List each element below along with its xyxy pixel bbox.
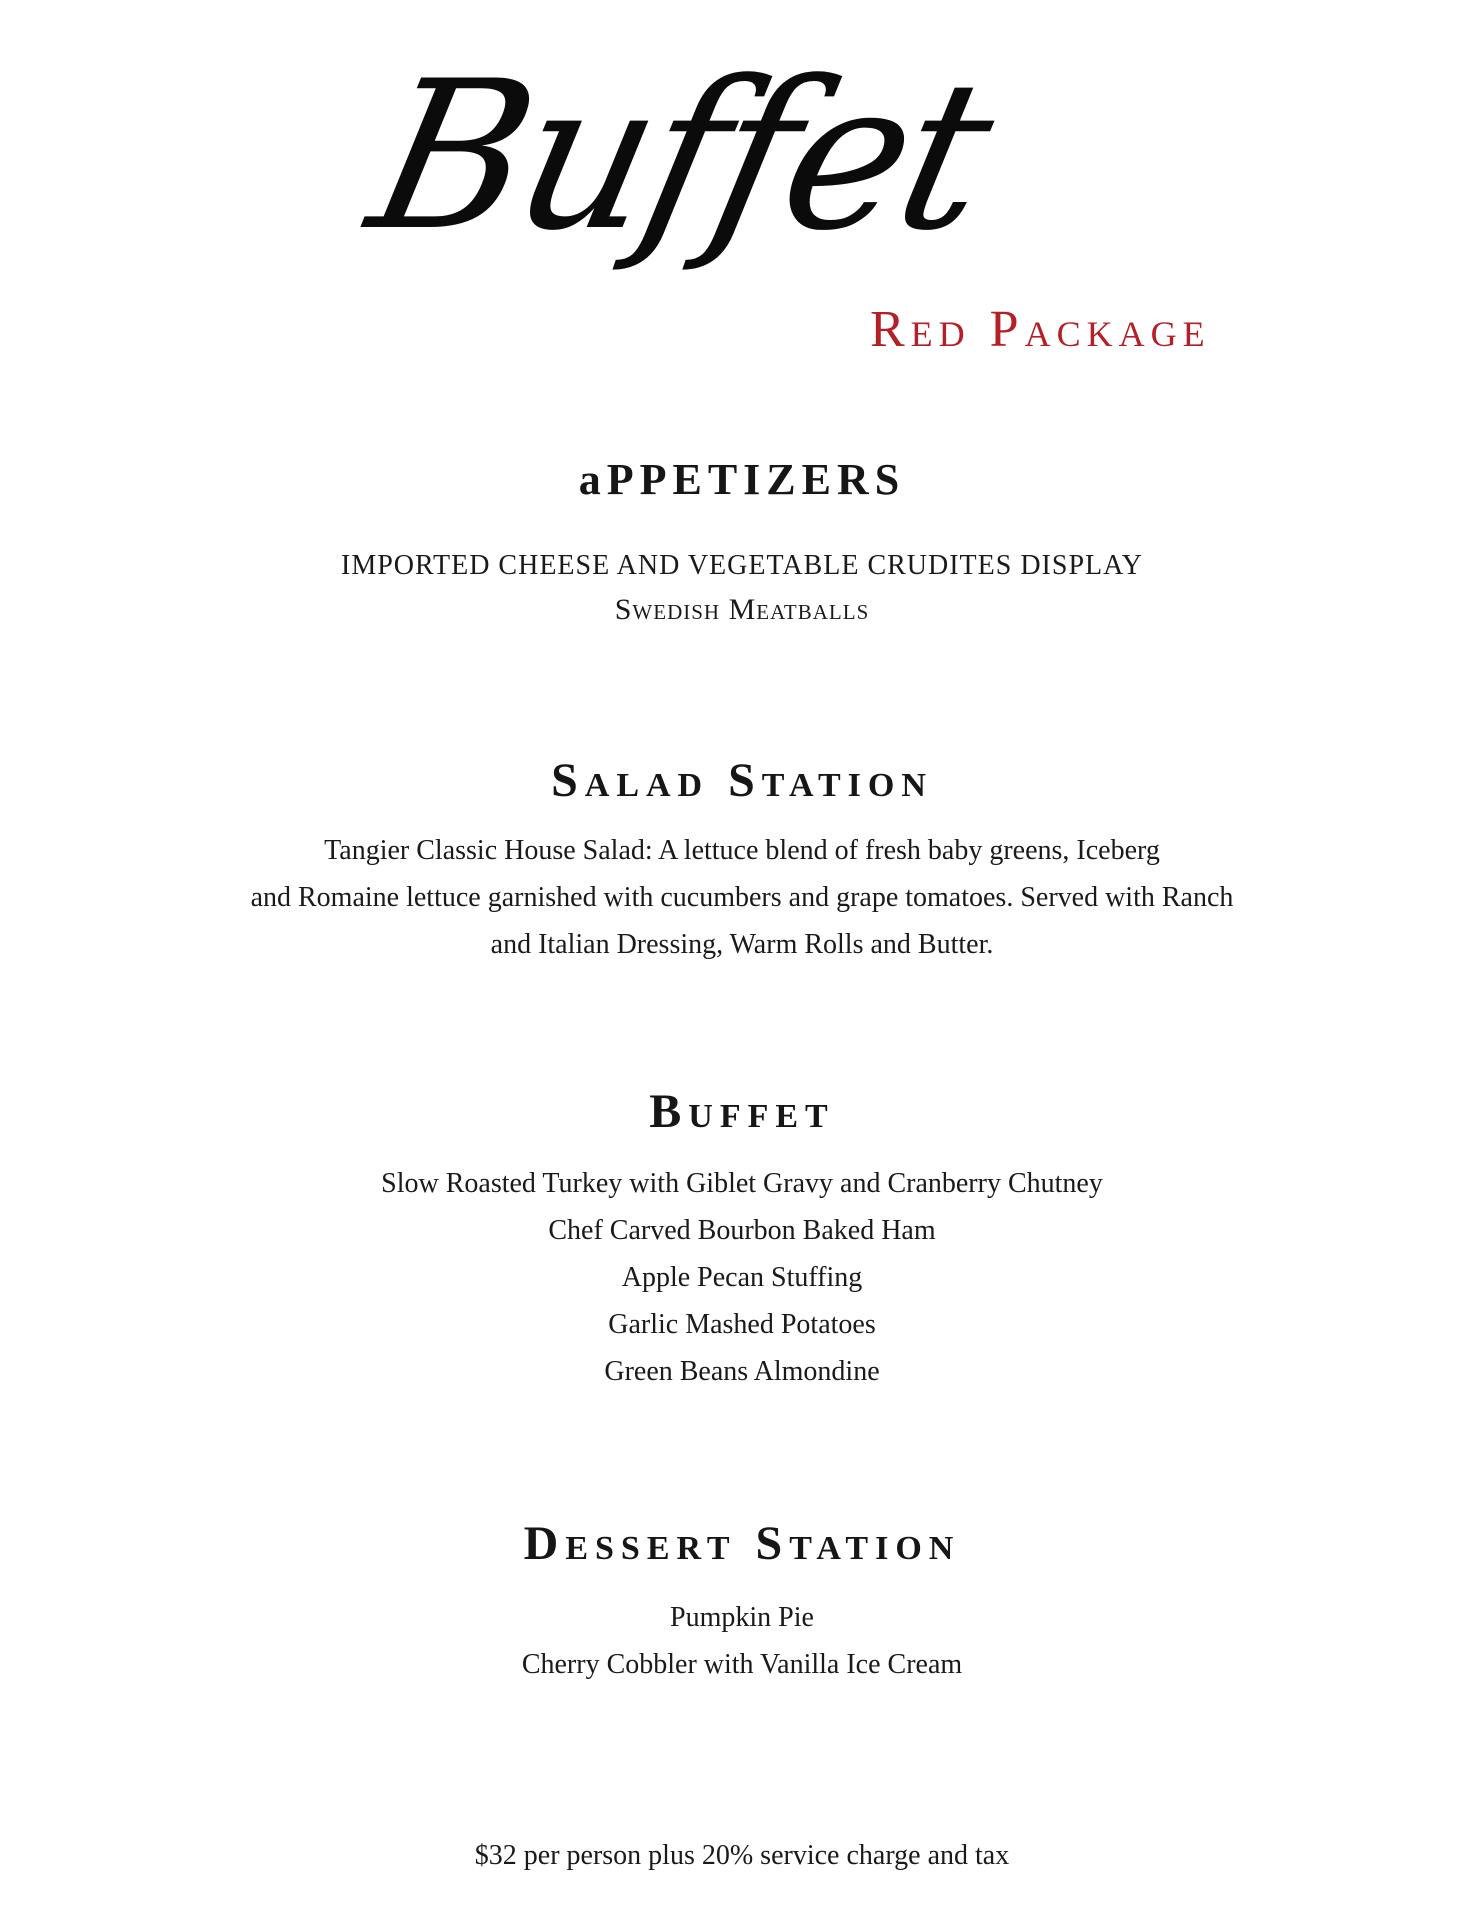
list-item: Pumpkin Pie xyxy=(670,1602,814,1633)
list-item: Cherry Cobbler with Vanilla Ice Cream xyxy=(521,1649,963,1680)
list-item: Slow Roasted Turkey with Giblet Gravy and Cranberry Chutney xyxy=(381,1168,1103,1199)
dessert-list xyxy=(0,1594,1484,1688)
dessert-section xyxy=(0,1517,1484,1688)
list-item: Green Beans Almondine xyxy=(604,1356,880,1387)
salad-line: and Italian Dressing, Warm Rolls and Butter. xyxy=(490,929,994,960)
salad-line: and Romaine lettuce garnished with cucumbers and grape tomatoes. Served with Ranch xyxy=(250,882,1234,913)
package-name: Red Package xyxy=(870,301,1211,358)
salad-heading: Salad Station xyxy=(551,754,933,807)
appetizers-section xyxy=(0,455,1484,632)
buffet-list xyxy=(0,1160,1484,1395)
dessert-heading: Dessert Station xyxy=(523,1517,961,1570)
list-item: Garlic Mashed Potatoes xyxy=(608,1309,876,1340)
salad-description xyxy=(142,827,1342,968)
appetizers-heading: aPPETIZERS xyxy=(578,455,906,504)
salad-section xyxy=(0,754,1484,968)
list-item: Chef Carved Bourbon Baked Ham xyxy=(548,1215,936,1246)
list-item: IMPORTED CHEESE AND VEGETABLE CRUDITES DISPLAY xyxy=(341,550,1143,581)
salad-line: Tangier Classic House Salad: A lettuce blend of fresh baby greens, Iceberg xyxy=(324,835,1160,866)
price-note: $32 per person plus 20% service charge and tax xyxy=(474,1840,1010,1871)
appetizers-list xyxy=(0,544,1484,632)
list-item: Swedish Meatballs xyxy=(614,593,870,626)
buffet-section xyxy=(0,1085,1484,1395)
list-item: Apple Pecan Stuffing xyxy=(621,1262,863,1293)
buffet-heading: Buffet xyxy=(649,1085,835,1138)
menu-title: Buffet xyxy=(353,38,1006,276)
